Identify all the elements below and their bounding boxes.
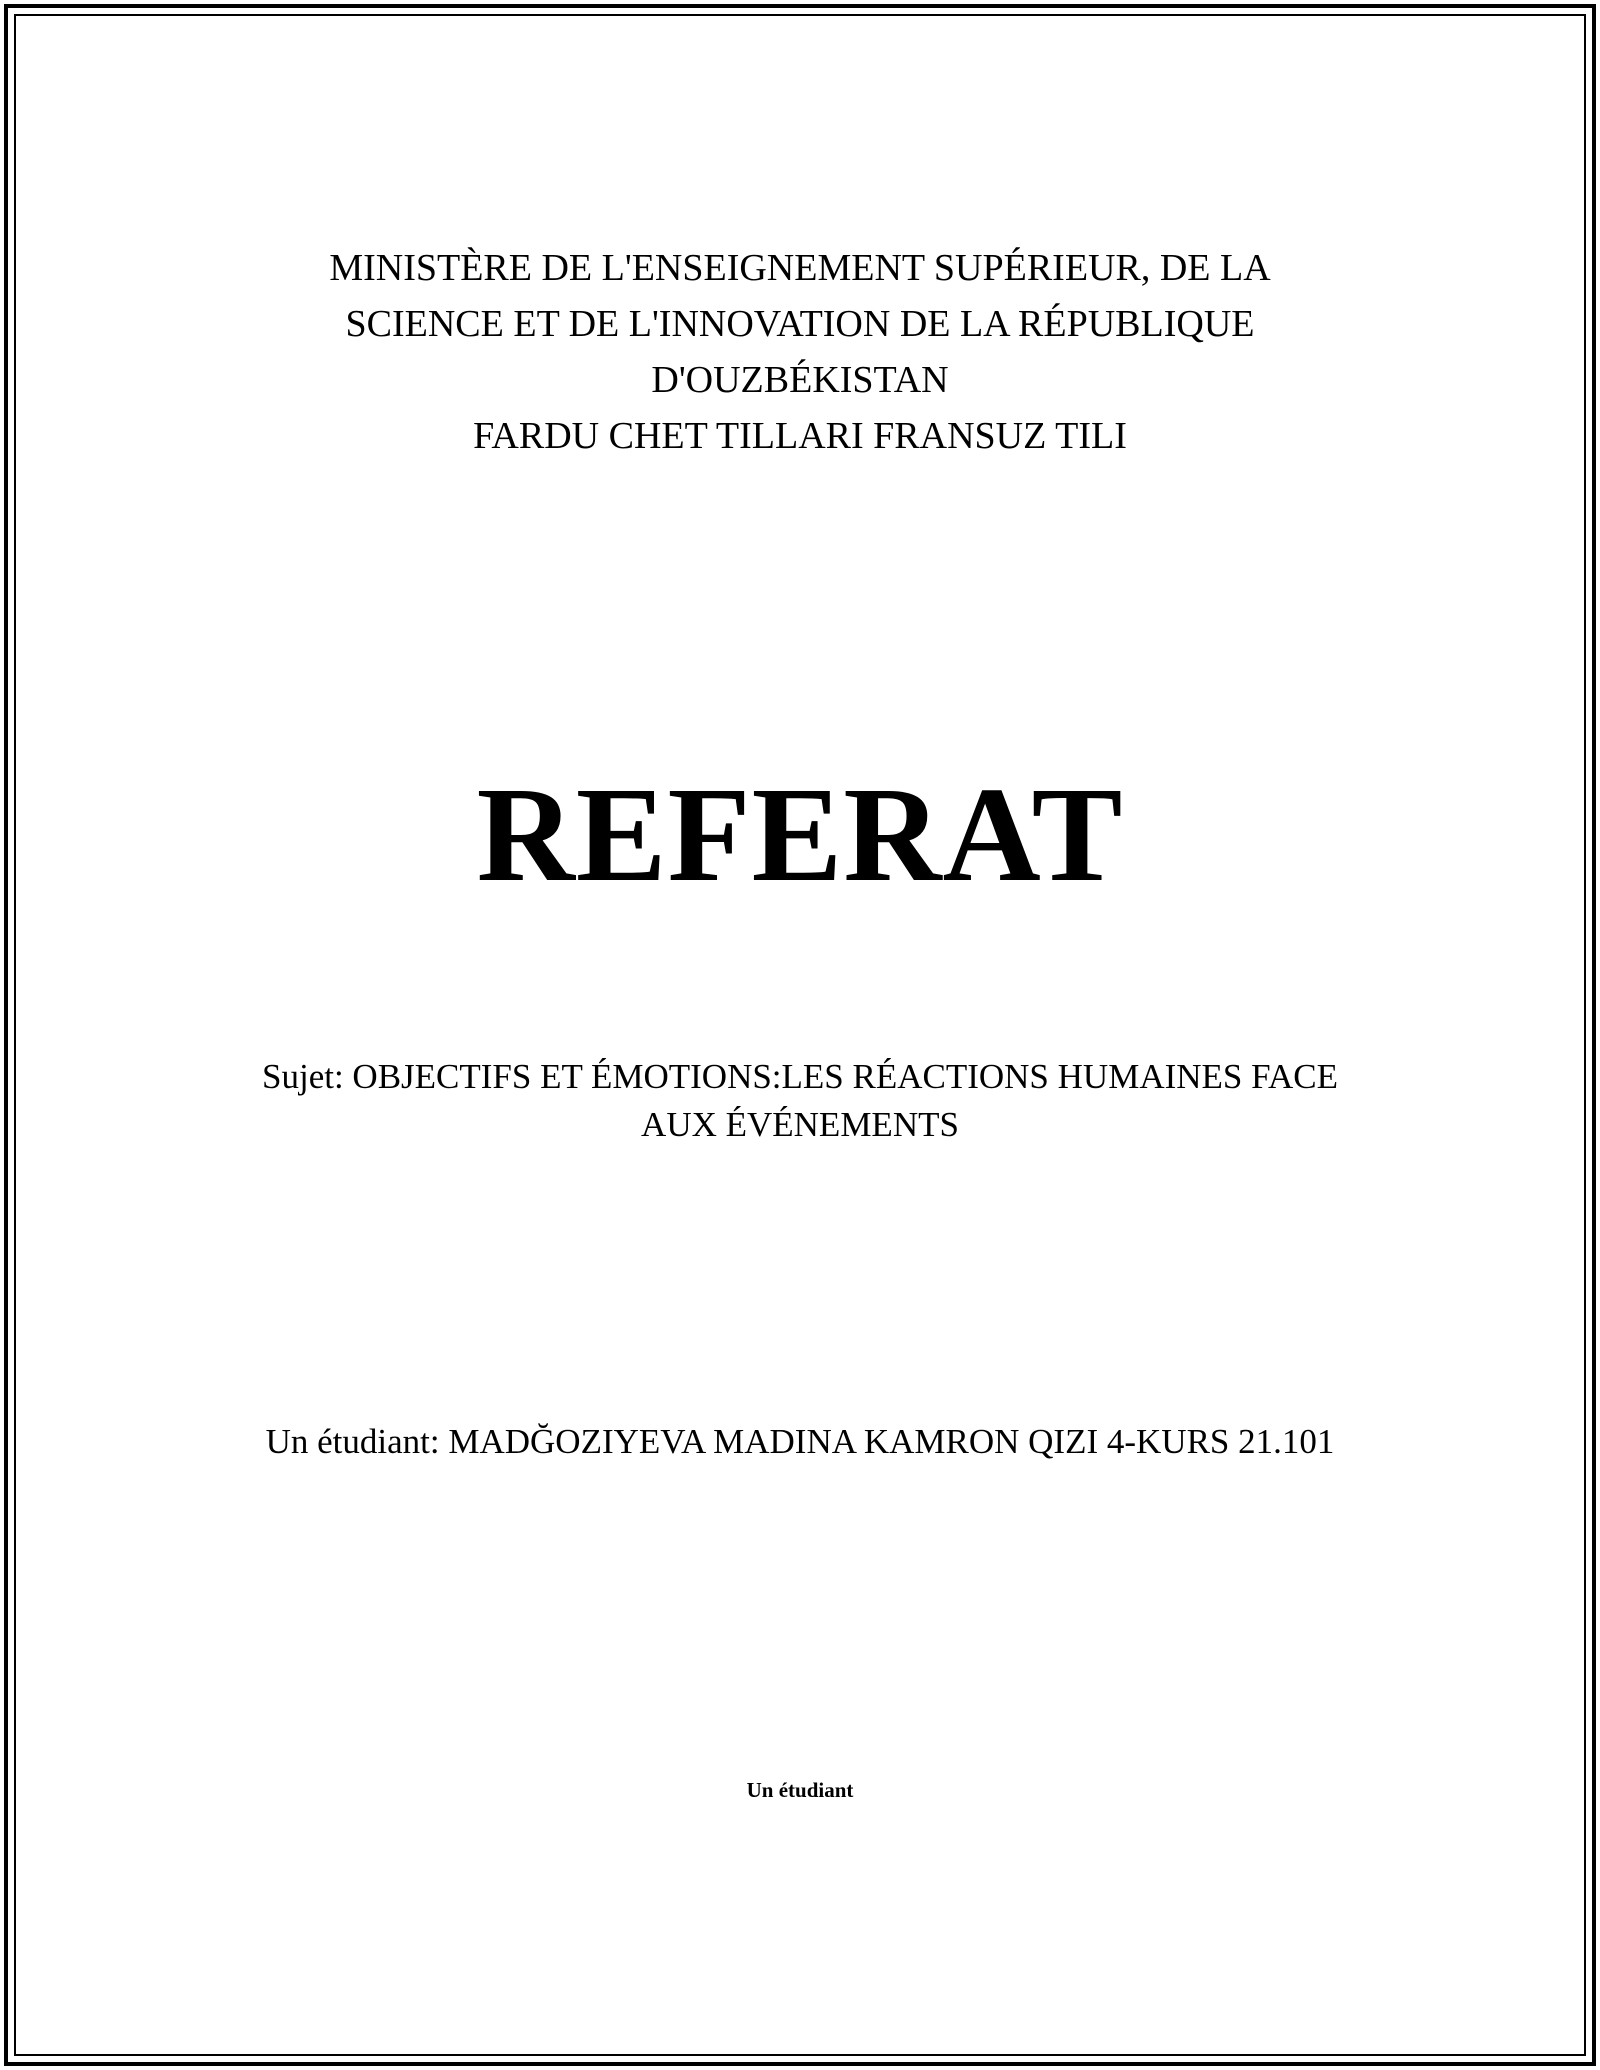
document-title: REFERAT <box>476 760 1124 910</box>
header-line: FARDU CHET TILLARI FRANSUZ TILI <box>473 415 1127 457</box>
header-line: MINISTÈRE DE L'ENSEIGNEMENT SUPÉRIEUR, DE LA <box>329 247 1271 289</box>
student-info: Un étudiant: MADĞOZIYEVA MADINA KAMRON QIZI 4-KURS 21.101 <box>265 1422 1335 1461</box>
header-line: D'OUZBÉKISTAN <box>651 359 949 401</box>
header-line: SCIENCE ET DE L'INNOVATION DE LA RÉPUBLIQUE <box>345 303 1255 345</box>
subject-block <box>200 1053 1400 1149</box>
signature-label: Un étudiant <box>746 1778 854 1802</box>
subject-line: AUX ÉVÉNEMENTS <box>641 1105 959 1144</box>
subject-line: Sujet: OBJECTIFS ET ÉMOTIONS:LES RÉACTIONS HUMAINES FACE <box>262 1057 1338 1096</box>
institution-header <box>200 240 1400 464</box>
